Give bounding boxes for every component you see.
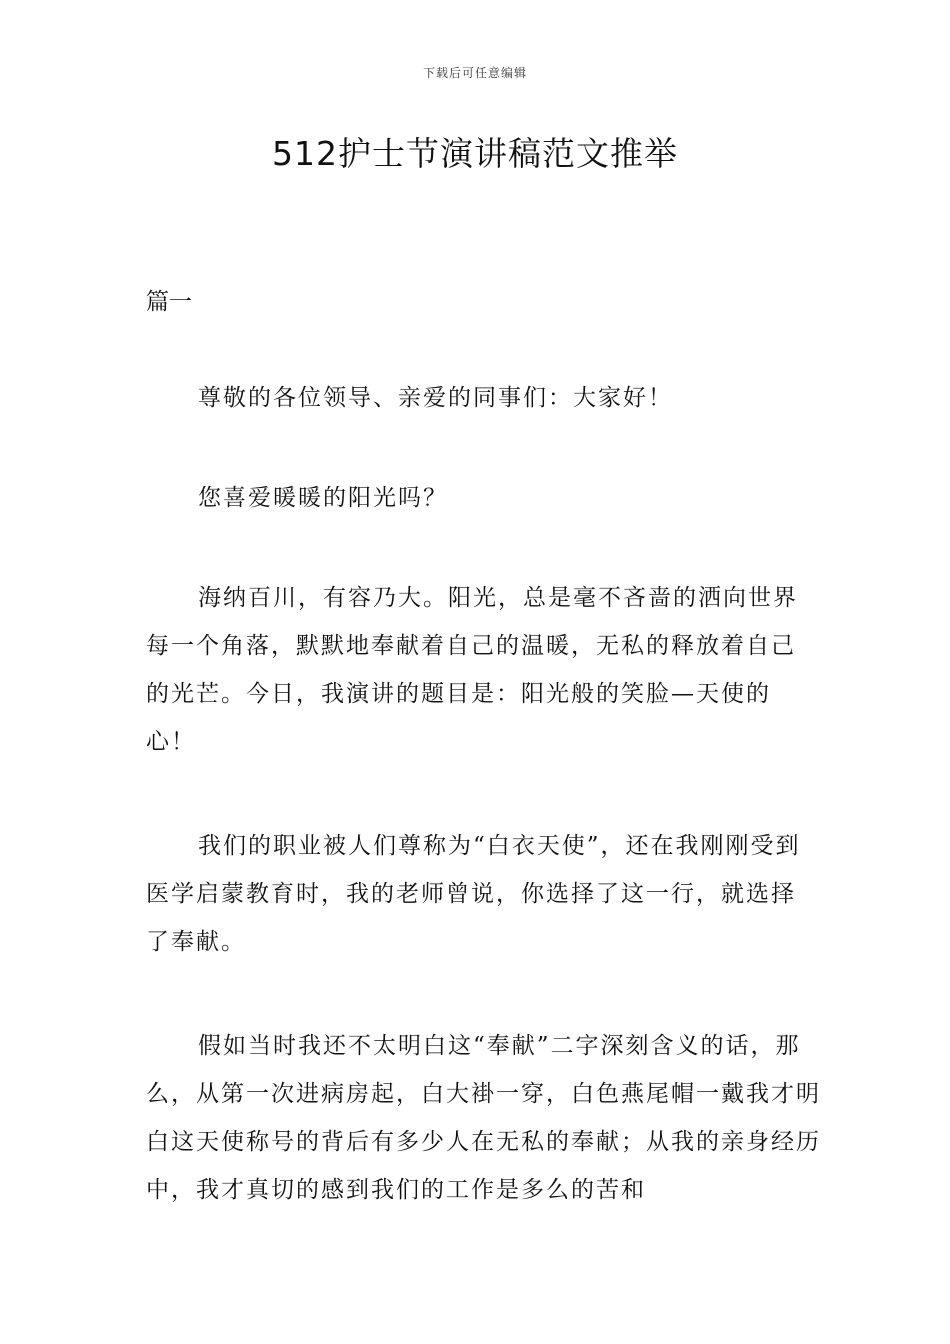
paragraph-greeting: 尊敬的各位领导、亲爱的同事们：大家好！ <box>198 385 673 411</box>
paragraph-sunshine: 海纳百川，有容乃大。阳光，总是毫不吝啬的洒向世界每一个角落，默默地奉献着自己的温暖，无私的释放着自己的光芒。今日，我演讲的题目是：阳光般的笑脸—天使的心！ <box>146 585 798 755</box>
paragraph-question: 您喜爱暖暖的阳光吗？ <box>198 485 448 511</box>
paragraph-white-angel: 我们的职业被人们尊称为“白衣天使”，还在我刚刚受到医学启蒙教育时，我的老师曾说，你选择了这一行，就选择了奉献。 <box>146 833 801 955</box>
page-header: 下载后可任意编辑 <box>422 66 527 80</box>
document-title: 512护士节演讲稿范文推举 <box>272 134 678 173</box>
section-label: 篇一 <box>146 289 192 315</box>
paragraph-dedication: 假如当时我还不太明白这“奉献”二字深刻含义的话，那么，从第一次进病房起，白大褂一穿，白色燕尾帽一戴我才明白这天使称号的背后有多少人在无私的奉献；从我的亲身经历中，我才真切的感到我们的工作是多么的苦和 <box>146 1033 821 1203</box>
